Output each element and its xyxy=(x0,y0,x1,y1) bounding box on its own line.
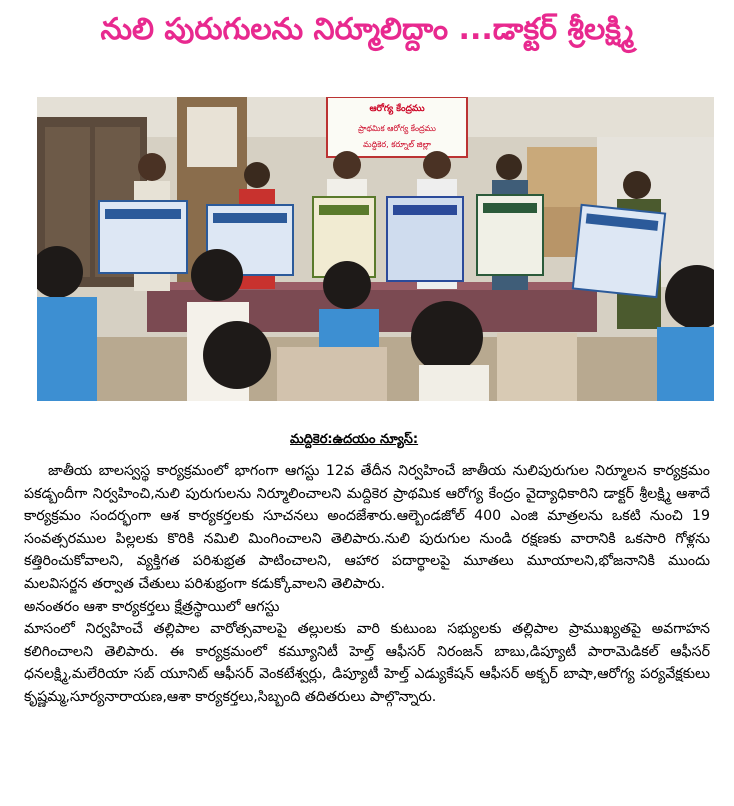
wall-sign-line-3: మద్దికెర, కర్నూల్ జిల్లా xyxy=(363,140,431,149)
wall-sign-line-2: ప్రాథమిక ఆరోగ్య కేంద్రము xyxy=(358,124,436,133)
article-paragraph-1: జాతీయ బాలస్వస్థ కార్యక్రమంలో భాగంగా ఆగస్టు 12వ తేదీన నిర్వహించే జాతీయ నులిపురుగుల నిర్మూలన కార్యక్రమం పకడ్బందీగా నిర్వహించి,నులి పురుగులను నిర్మూలించాలని మద్దికెర ప్రాథమిక ఆరోగ్య కేంద్రం వైద్యాధికారిని డాక్టర్ శ్రీలక్ష్మి ఆశాదే కార్యక్రమం సందర్భంగా ఆశ కార్యకర్తలకు సూచనలు అందజేశారు.ఆల్బెండజోల్ 400 ఎంజి మాత్రలను ఒకటి నుంచి 19 సంవత్సరముల పిల్లలకు కొరికి నమిలి మింగించాలని తెలిపారు.నులి పురుగుల నుండి రక్షణకు వారానికి ఒకసారి గోళ్లను కత్తిరించుకోవాలని, వ్యక్తిగత పరిశుభ్రత పాటించాలని, ఆహార పదార్థాలపై మూతలు మూయాలని,భోజనానికి ముందు మలవిసర్జన తర్వాత చేతులు పరిశుభ్రంగా కడుక్కోవాలని తెలిపారు. xyxy=(24,463,710,592)
dateline: మద్దికెర:ఉదయం న్యూస్: xyxy=(290,432,419,447)
wall-sign-line-1: ఆరోగ్య కేంద్రము xyxy=(369,104,425,114)
article-body xyxy=(24,460,710,709)
article-headline: నులి పురుగులను నిర్మూలిద్దాం ...డాక్టర్ శ్రీలక్ష్మి xyxy=(100,12,634,47)
group-photo-icon xyxy=(37,97,714,401)
news-photo xyxy=(37,97,714,401)
article-paragraph-3: మాసంలో నిర్వహించే తల్లిపాల వారోత్సవాలపై తల్లులకు వారి కుటుంబ సభ్యులకు తల్లిపాల ప్రాముఖ్యతపై అవగాహన కలిగించాలని తెలిపారు. ఈ కార్యక్రమంలో కమ్యూనిటీ హెల్త్ ఆఫీసర్ నిరంజన్ బాబు,డిప్యూటీ పారామెడికల్ ఆఫీసర్ ధనలక్ష్మి,మలేరియా సబ్ యూనిట్ ఆఫీసర్ వెంకటేశ్వర్లు, డిప్యూటీ హెల్త్ ఎడ్యుకేషన్ ఆఫీసర్ అక్బర్ బాషా,ఆరోగ్య పర్యవేక్షకులు కృష్ణమ్మ,సూర్యనారాయణ,ఆశా కార్యకర్తలు,సిబ్బంది తదితరులు పాల్గొన్నారు. xyxy=(24,621,710,705)
article-paragraph-2: అనంతరం ఆశా కార్యకర్తలు క్షేత్రస్థాయిలో ఆగస్టు xyxy=(24,598,280,615)
